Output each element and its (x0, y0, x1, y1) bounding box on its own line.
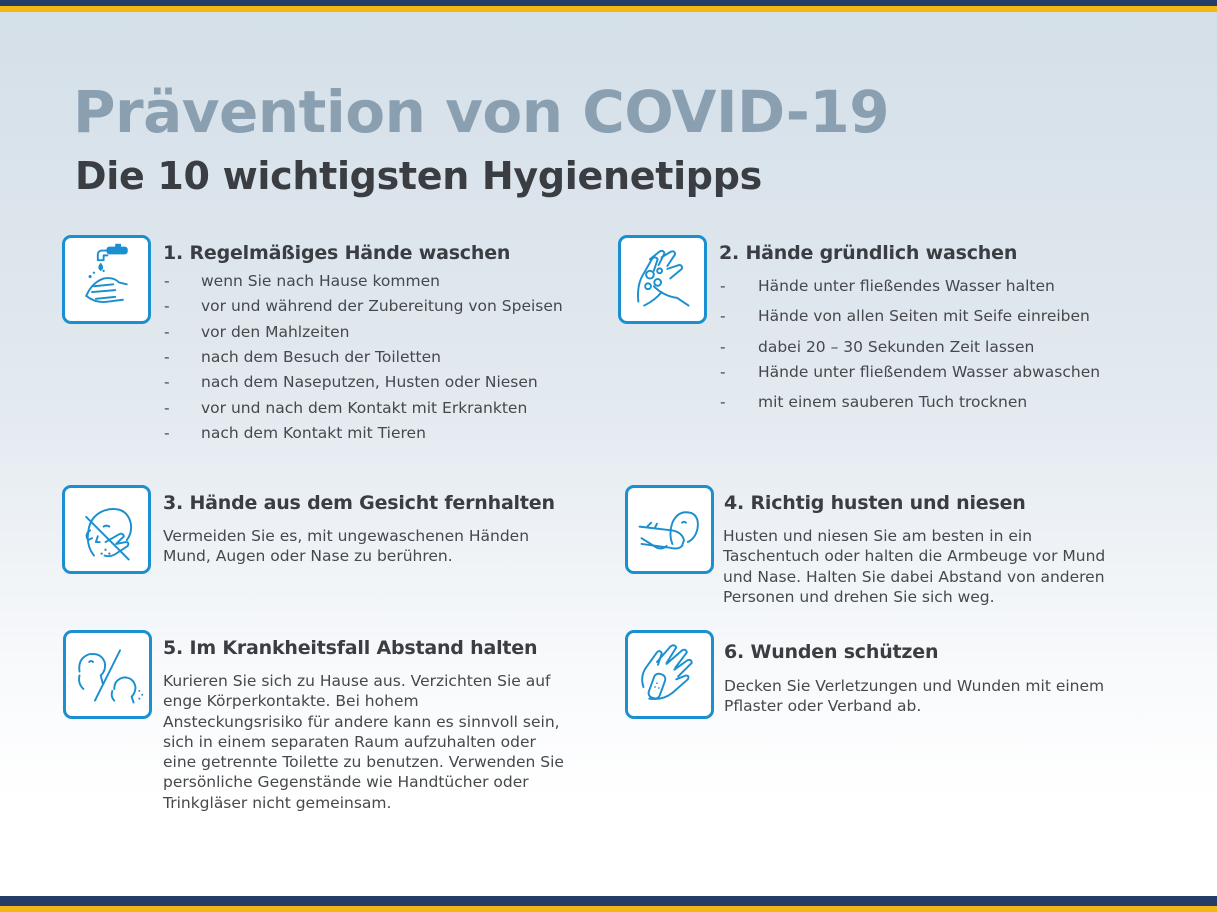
section-title-5: 5. Im Krankheitsfall Abstand halten (163, 637, 538, 659)
soap-hands-icon (618, 235, 707, 324)
section-title-6: 6. Wunden schützen (724, 641, 939, 663)
section-text-4: Husten und niesen Sie am besten in ein Taschentuch oder halten die Armbeuge vor Mund und Nase. Halten Sie dabei Abstand von anderen Personen und drehen Sie sich weg. (723, 527, 1106, 606)
section-text-5: Kurieren Sie sich zu Hause aus. Verzichten Sie auf enge Körperkontakte. Bei hohem Ansteckungsrisiko für andere kann es sinnvoll sein, sich in einem separaten Raum aufzuhalten oder eine getrennte Toilette zu benutzen. Verwenden Sie persönliche Gegenstände wie Handtücher oder Trinkgläser nicht gemeinsam. (163, 672, 564, 812)
section-text-6: Decken Sie Verletzungen und Wunden mit einem Pflaster oder Verband ab. (724, 677, 1105, 716)
bullet-list-2: - Hände unter fließendes Wasser halten - Hände von allen Seiten mit Seife einreiben - dabei 20 – 30 Sekunden Zeit lassen - Hände unter fließendem Wasser abwaschen - mit einem sauberen Tuch trocknen (720, 277, 1101, 411)
section-title-3: 3. Hände aus dem Gesicht fernhalten (163, 492, 555, 514)
faucet-handwash-icon (62, 235, 151, 324)
section-title-2: 2. Hände gründlich waschen (719, 242, 1018, 264)
distance-icon (63, 630, 152, 719)
top-color-band (0, 0, 1217, 16)
bandage-hand-icon (625, 630, 714, 719)
bottom-color-band (0, 896, 1217, 912)
page-subtitle: Die 10 wichtigsten Hygienetipps (75, 154, 762, 198)
page-title: Prävention von COVID-19 (73, 78, 890, 146)
bullet-list-1: - wenn Sie nach Hause kommen - vor und während der Zubereitung von Speisen - vor den Mahlzeiten - nach dem Besuch der Toiletten - nach dem Naseputzen, Husten oder Niesen - vor und nach dem Kontakt mit Erkrankten - nach dem Kontakt mit Tieren (164, 272, 563, 442)
section-title-4: 4. Richtig husten und niesen (724, 492, 1026, 514)
section-title-1: 1. Regelmäßiges Hände waschen (163, 242, 511, 264)
sneeze-elbow-icon (625, 485, 714, 574)
no-face-touch-icon (62, 485, 151, 574)
section-text-3: Vermeiden Sie es, mit ungewaschenen Händen Mund, Augen oder Nase zu berühren. (163, 527, 530, 566)
